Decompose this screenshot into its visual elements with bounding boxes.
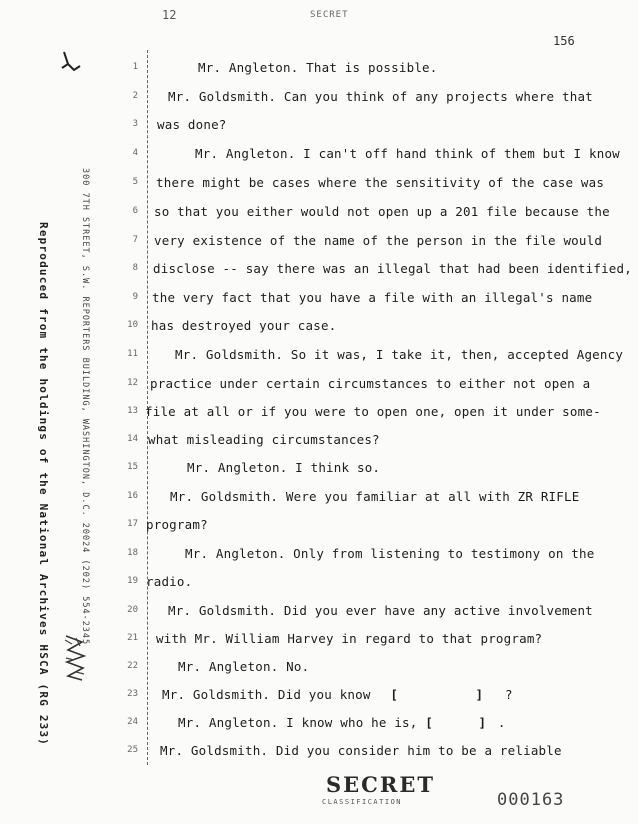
transcript-line-text: Mr. Angleton. I know who he is, bbox=[178, 715, 418, 730]
line-number: 10 bbox=[127, 320, 138, 330]
line-number: 5 bbox=[132, 177, 138, 187]
transcript-line: has destroyed your case. bbox=[151, 318, 337, 333]
transcript-line: practice under certain circumstances to either not open a bbox=[150, 376, 591, 391]
transcript-line: Mr. Angleton. No. bbox=[178, 659, 310, 674]
transcript-line: Mr. Angleton. I can't off hand think of them but I know bbox=[195, 146, 620, 161]
line-number: 8 bbox=[132, 263, 138, 273]
transcript-line: Mr. Goldsmith. Did you ever have any active involvement bbox=[168, 603, 593, 618]
line-number: 23 bbox=[127, 689, 138, 699]
transcript-line: so that you either would not open up a 201 file because the bbox=[154, 204, 610, 219]
line-number: 3 bbox=[132, 119, 138, 129]
release-stamp-icon bbox=[62, 632, 88, 684]
transcript-line: Mr. Goldsmith. Can you think of any projects where that bbox=[168, 89, 593, 104]
line-number: 21 bbox=[127, 633, 138, 643]
redaction-open-bracket: [ bbox=[390, 687, 399, 702]
transcript-line: Mr. Goldsmith. Did you consider him to be a reliable bbox=[160, 743, 562, 758]
line-number: 24 bbox=[127, 717, 138, 727]
line-number: 17 bbox=[127, 519, 138, 529]
top-left-mark: 12 bbox=[162, 8, 177, 22]
transcript-line-redacted bbox=[162, 687, 513, 702]
transcript-line-text: Mr. Goldsmith. Did you know bbox=[162, 687, 371, 702]
line-number: 6 bbox=[132, 206, 138, 216]
line-tail: ? bbox=[505, 687, 513, 702]
transcript-line: what misleading circumstances? bbox=[148, 432, 380, 447]
line-tail: . bbox=[497, 715, 506, 730]
redaction-close-bracket: ] bbox=[475, 687, 484, 702]
redaction-open-bracket: [ bbox=[425, 715, 433, 730]
document-number: 000163 bbox=[497, 790, 565, 810]
top-center-mark: SECRET bbox=[310, 10, 349, 20]
classification-stamp: SECRET bbox=[326, 772, 435, 797]
redaction-close-bracket: ] bbox=[478, 715, 487, 730]
handwritten-mark-icon bbox=[58, 48, 84, 76]
transcript-line: Mr. Angleton. Only from listening to testimony on the bbox=[185, 546, 595, 561]
transcript-line: very existence of the name of the person in the file would bbox=[154, 233, 603, 248]
line-number: 14 bbox=[127, 434, 138, 444]
line-number: 18 bbox=[127, 548, 138, 558]
transcript-line: disclose -- say there was an illegal that had been identified, bbox=[153, 261, 632, 276]
line-number: 11 bbox=[127, 349, 138, 359]
line-number: 19 bbox=[127, 576, 138, 586]
line-number: 1 bbox=[132, 62, 138, 72]
archives-reproduction-note: Reproduced from the holdings of the National Archives HSCA (RG 233) bbox=[37, 222, 50, 747]
transcript-line: radio. bbox=[146, 574, 193, 589]
reporter-address: 300 7TH STREET, S.W. REPORTERS BUILDING, WASHINGTON, D.C. 20024 (202) 554-2345 bbox=[80, 168, 90, 646]
line-number: 9 bbox=[132, 292, 138, 302]
transcript-line: Mr. Goldsmith. So it was, I take it, then, accepted Agency bbox=[175, 347, 624, 362]
line-number: 15 bbox=[127, 462, 138, 472]
transcript-line: Mr. Angleton. I think so. bbox=[187, 460, 381, 475]
line-number: 13 bbox=[127, 406, 138, 416]
transcript-line: file at all or if you were to open one, open it under some- bbox=[145, 404, 601, 419]
transcript-line: there might be cases where the sensitivity of the case was bbox=[156, 175, 605, 190]
transcript-line: Mr. Angleton. That is possible. bbox=[198, 60, 438, 75]
classification-sub: CLASSIFICATION bbox=[322, 798, 403, 806]
transcript-line: the very fact that you have a file with an illegal's name bbox=[152, 290, 593, 305]
page-number: 156 bbox=[553, 34, 575, 48]
transcript-line: was done? bbox=[157, 117, 227, 132]
transcript-line-redacted bbox=[178, 715, 506, 730]
line-number: 4 bbox=[132, 148, 138, 158]
line-number: 20 bbox=[127, 605, 138, 615]
line-number: 7 bbox=[132, 235, 138, 245]
line-number: 16 bbox=[127, 491, 138, 501]
transcript-line: with Mr. William Harvey in regard to that program? bbox=[156, 631, 543, 646]
line-number: 22 bbox=[127, 661, 138, 671]
line-number: 2 bbox=[132, 91, 138, 101]
transcript-line: program? bbox=[146, 517, 208, 532]
line-number: 12 bbox=[127, 378, 138, 388]
transcript-line: Mr. Goldsmith. Were you familiar at all with ZR RIFLE bbox=[170, 489, 580, 504]
line-number: 25 bbox=[127, 745, 138, 755]
